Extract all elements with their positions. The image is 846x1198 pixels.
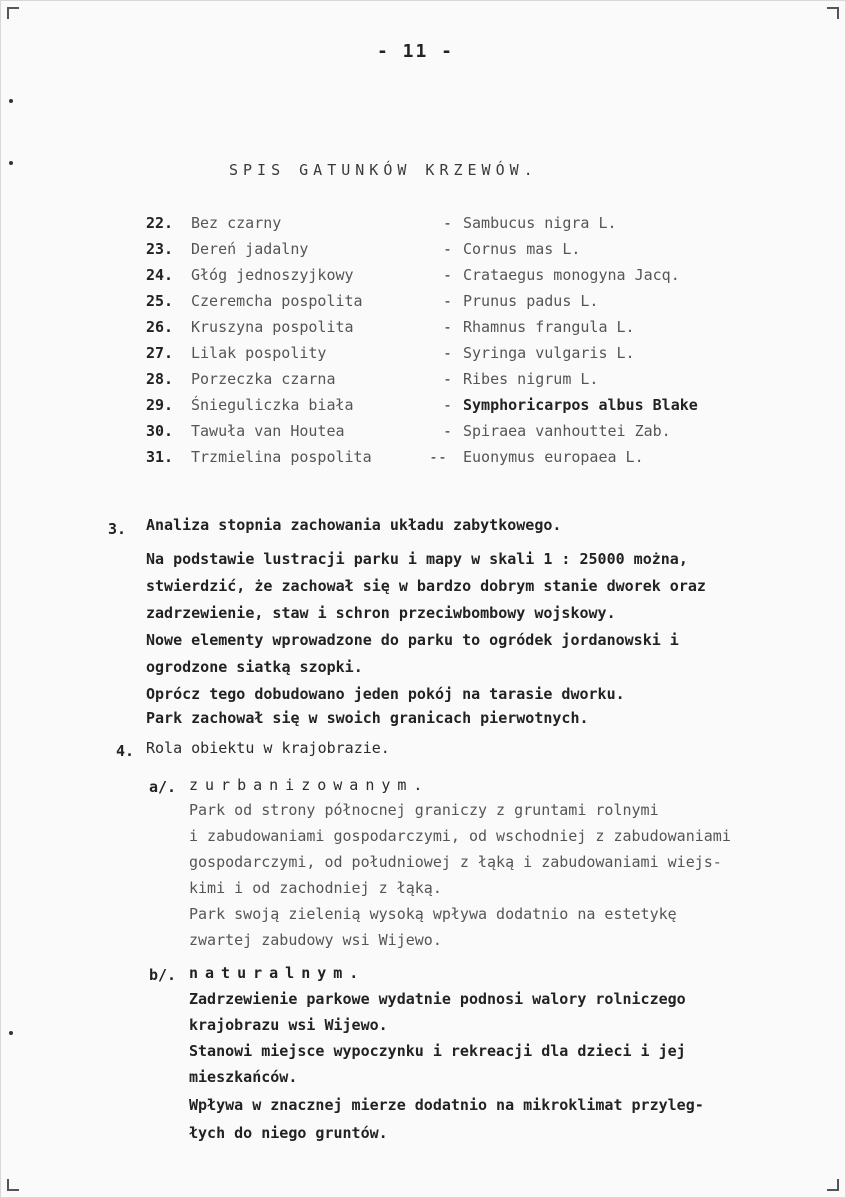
section-heading: Rola obiektu w krajobrazie. <box>146 739 390 757</box>
latin-name: Crataegus monogyna Jacq. <box>463 266 680 284</box>
polish-name: Czeremcha pospolita <box>191 292 363 310</box>
dash: - <box>443 344 453 362</box>
polish-name: Kruszyna pospolita <box>191 318 354 336</box>
dash: - <box>443 318 453 336</box>
latin-name: Cornus mas L. <box>463 240 581 258</box>
punch-hole-dot <box>9 99 13 103</box>
polish-name: Bez czarny <box>191 214 282 232</box>
item-number: 24. <box>146 266 174 284</box>
dash: - <box>443 214 453 232</box>
latin-name: Prunus padus L. <box>463 292 599 310</box>
paragraph-line: Park zachował się w swoich granicach pierwotnych. <box>146 709 589 727</box>
polish-name: Lilak pospolity <box>191 344 327 362</box>
subsection-title: zurbanizowanym. <box>189 776 430 794</box>
paragraph-line: zadrzewienie, staw i schron przeciwbombowy wojskowy. <box>146 604 616 622</box>
scan-corner-mark <box>7 1179 19 1191</box>
section-number: 4. <box>116 742 135 760</box>
polish-name: Trzmielina pospolita <box>191 448 372 466</box>
subsection-title: naturalnym. <box>189 964 366 982</box>
polish-name: Śnieguliczka biała <box>191 396 354 414</box>
latin-name: Ribes nigrum L. <box>463 370 599 388</box>
latin-name: Symphoricarpos albus Blake <box>463 396 698 414</box>
paragraph-line: Zadrzewienie parkowe wydatnie podnosi walory rolniczego <box>189 990 686 1008</box>
paragraph-line: ogrodzone siatką szopki. <box>146 658 363 676</box>
item-number: 28. <box>146 370 174 388</box>
paragraph-line: Oprócz tego dobudowano jeden pokój na tarasie dworku. <box>146 685 625 703</box>
subsection-label: b/. <box>149 966 177 984</box>
polish-name: Dereń jadalny <box>191 240 309 258</box>
paragraph-line: Wpływa w znacznej mierze dodatnio na mikroklimat przyleg- <box>189 1096 704 1114</box>
punch-hole-dot <box>9 161 13 165</box>
item-number: 22. <box>146 214 174 232</box>
latin-name: Rhamnus frangula L. <box>463 318 635 336</box>
paragraph-line: łych do niego gruntów. <box>189 1124 388 1142</box>
item-number: 30. <box>146 422 174 440</box>
paragraph-line: Stanowi miejsce wypoczynku i rekreacji dla dzieci i jej <box>189 1042 686 1060</box>
paragraph-line: Na podstawie lustracji parku i mapy w skali 1 : 25000 można, <box>146 550 688 568</box>
paragraph-line: Nowe elementy wprowadzone do parku to ogródek jordanowski i <box>146 631 679 649</box>
paragraph-line: krajobrazu wsi Wijewo. <box>189 1016 388 1034</box>
polish-name: Porzeczka czarna <box>191 370 336 388</box>
polish-name: Głóg jednoszyjkowy <box>191 266 354 284</box>
section-number: 3. <box>108 520 127 538</box>
paragraph-line: zwartej zabudowy wsi Wijewo. <box>189 931 442 949</box>
punch-hole-dot <box>9 1031 13 1035</box>
paragraph-line: gospodarczymi, od południowej z łąką i zabudowaniami wiejs- <box>189 853 722 871</box>
dash: - <box>443 396 453 414</box>
section-heading: Analiza stopnia zachowania układu zabytkowego. <box>146 516 562 534</box>
paragraph-line: i zabudowaniami gospodarczymi, od wschodniej z zabudowaniami <box>189 827 731 845</box>
paragraph-line: mieszkańców. <box>189 1068 298 1086</box>
latin-name: Sambucus nigra L. <box>463 214 617 232</box>
item-number: 29. <box>146 396 174 414</box>
scan-corner-mark <box>7 7 19 19</box>
page-title: SPIS GATUNKÓW KRZEWÓW. <box>229 161 538 179</box>
latin-name: Euonymus europaea L. <box>463 448 644 466</box>
page-number: - 11 - <box>377 41 455 62</box>
item-number: 26. <box>146 318 174 336</box>
scan-corner-mark <box>827 7 839 19</box>
latin-name: Spiraea vanhouttei Zab. <box>463 422 671 440</box>
scan-corner-mark <box>827 1179 839 1191</box>
latin-name: Syringa vulgaris L. <box>463 344 635 362</box>
item-number: 27. <box>146 344 174 362</box>
paragraph-line: kimi i od zachodniej z łąką. <box>189 879 442 897</box>
item-number: 23. <box>146 240 174 258</box>
dash: - <box>443 370 453 388</box>
polish-name: Tawuła van Houtea <box>191 422 345 440</box>
dash: - <box>443 240 453 258</box>
paragraph-line: Park swoją zielenią wysoką wpływa dodatnio na estetykę <box>189 905 677 923</box>
dash: - <box>443 266 453 284</box>
item-number: 25. <box>146 292 174 310</box>
dash: - <box>443 292 453 310</box>
paragraph-line: Park od strony północnej graniczy z gruntami rolnymi <box>189 801 659 819</box>
dash: - <box>443 422 453 440</box>
item-number: 31. <box>146 448 174 466</box>
subsection-label: a/. <box>149 778 177 796</box>
paragraph-line: stwierdzić, że zachował się w bardzo dobrym stanie dworek oraz <box>146 577 706 595</box>
dash: -- <box>429 448 448 466</box>
